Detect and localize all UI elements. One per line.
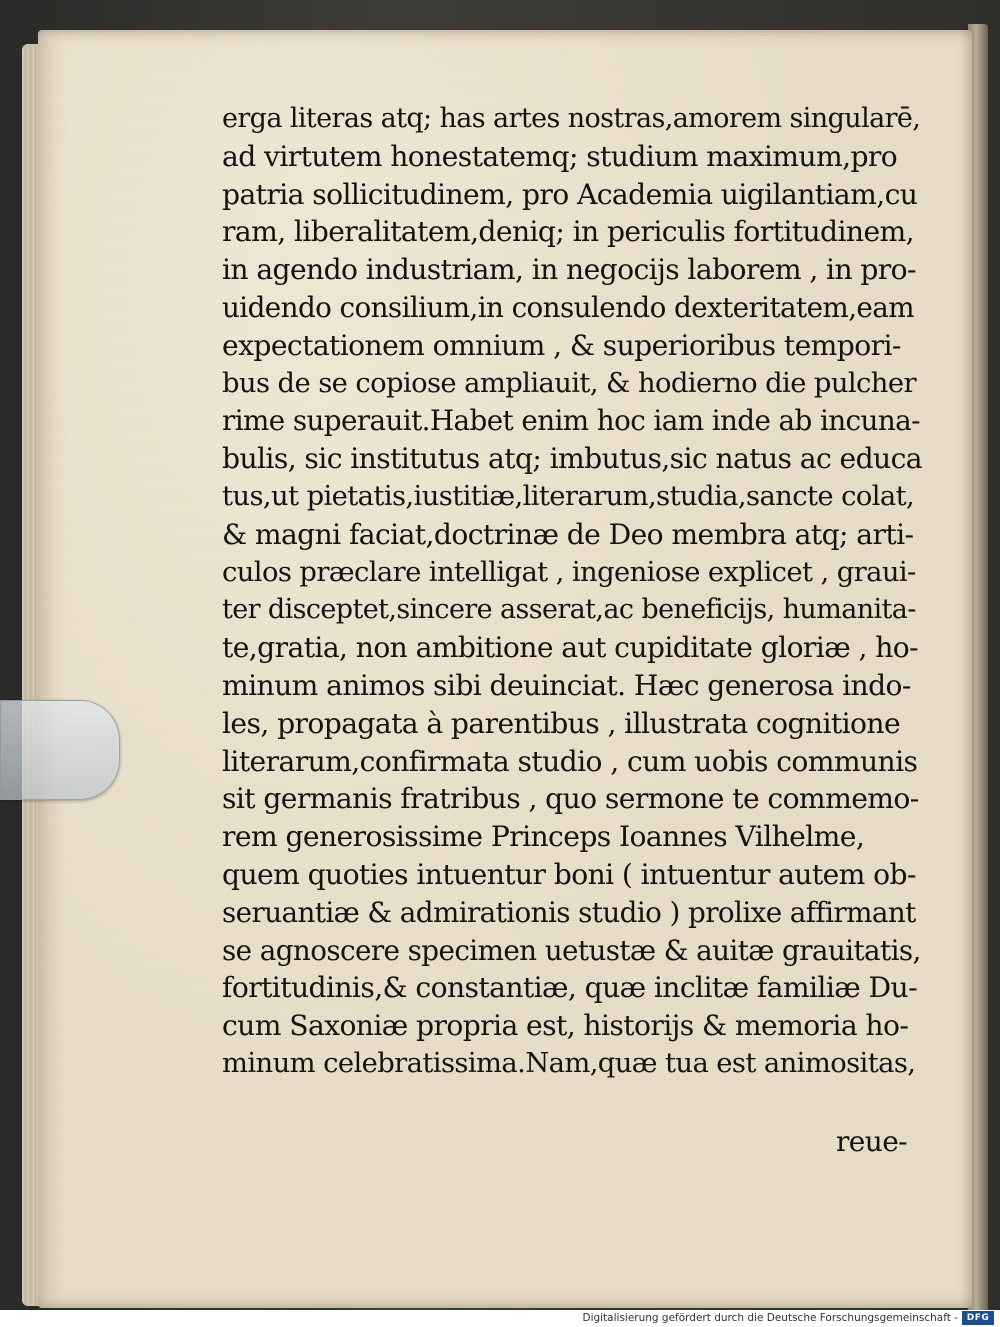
text-line: ad virtutem honestatemq; studium maximum,pro [222,139,898,173]
text-line: literarum,confirmata studio , cum uobis communis [222,744,918,778]
text-line: les, propagata à parentibus , illustrata cognitione [222,706,901,740]
catchword: reue- [836,1125,908,1158]
text-line: quem quoties intuentur boni ( intuentur autem ob- [222,857,916,891]
text-line: se agnoscere specimen uetustæ & auitæ grauitatis, [222,933,921,967]
funding-notice: Digitalisierung gefördert durch die Deutsche Forschungsgemeinschaft - [582,1312,958,1324]
text-line: bus de se copiose ampliauit, & hodierno die pulcher [222,367,916,399]
text-line: tus,ut pietatis,iustitiæ,literarum,studia,sancte colat, [222,480,915,512]
dfg-logo: DFG [962,1311,994,1325]
text-line: ram, liberalitatem,deniq; in periculis fortitudinem, [222,215,915,249]
text-line: te,gratia, non ambitione aut cupiditate gloriæ , ho- [222,631,919,665]
text-line: seruantiæ & admirationis studio ) prolixe affirmant [222,895,916,929]
text-line: ter disceptet,sincere asserat,ac beneficijs, humanita- [222,594,916,626]
text-line: minum celebratissima.Nam,quæ tua est animositas, [222,1047,916,1079]
text-line: minum animos sibi deuinciat. Hæc generosa indo- [222,668,911,702]
text-line: sit germanis fratribus , quo sermone te commemo- [222,782,919,816]
text-line: & magni faciat,doctrinæ de Deo membra atq; arti- [222,517,914,551]
text-line: bulis, sic institutus atq; imbutus,sic natus ac educa [222,442,923,476]
text-line: patria sollicitudinem, pro Academia uigilantiam,cu [222,177,918,211]
text-line: in agendo industriam, in negocijs laborem , in pro- [222,253,916,287]
text-line: cum Saxoniæ propria est, historijs & memoria ho- [222,1009,909,1043]
text-line: fortitudinis,& constantiæ, quæ inclitæ familiæ Du- [222,971,917,1005]
text-line: rem generosissime Princeps Ioannes Vilhelme, [222,820,865,854]
page-text [222,100,922,1083]
text-line: erga literas atq; has artes nostras,amorem singularē, [222,103,921,134]
plastic-clip [0,700,120,800]
text-line: uidendo consilium,in consulendo dexteritatem,eam [222,290,915,324]
text-line: culos præclare intelligat , ingeniose explicet , graui- [222,556,916,588]
text-line: expectationem omnium , & superioribus tempori- [222,328,901,362]
text-line: rime superauit.Habet enim hoc iam inde ab incuna- [222,404,920,438]
